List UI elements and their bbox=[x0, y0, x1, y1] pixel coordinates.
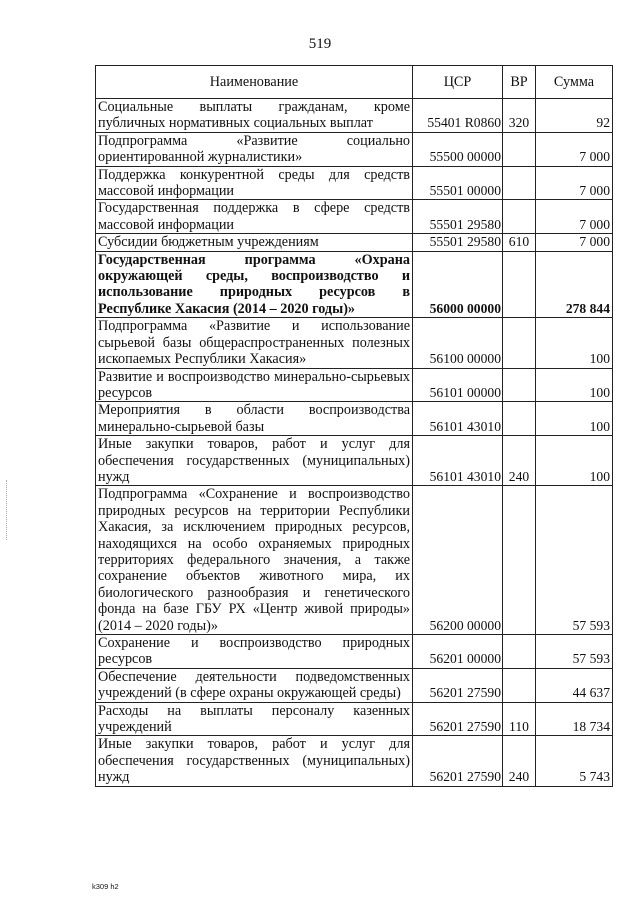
cell-name: Государственная программа «Охрана окружающей среды, воспроизводство и использование природных ресурсов в Республике Хакасия (2014 – 2020 годы)» bbox=[96, 251, 413, 318]
cell-name: Субсидии бюджетным учреждениям bbox=[96, 234, 413, 251]
cell-csr: 56200 00000 bbox=[413, 486, 503, 635]
header-name: Наименование bbox=[96, 66, 413, 99]
cell-csr: 56201 27590 bbox=[413, 668, 503, 702]
cell-csr: 56100 00000 bbox=[413, 318, 503, 368]
cell-csr: 55500 00000 bbox=[413, 132, 503, 166]
cell-name: Иные закупки товаров, работ и услуг для обеспечения государственных (муниципальных) нужд bbox=[96, 736, 413, 786]
cell-vr: 240 bbox=[503, 736, 536, 786]
cell-csr: 56201 00000 bbox=[413, 635, 503, 669]
cell-sum: 57 593 bbox=[536, 635, 613, 669]
header-sum: Сумма bbox=[536, 66, 613, 99]
cell-vr bbox=[503, 251, 536, 318]
table-row bbox=[96, 368, 613, 402]
cell-vr bbox=[503, 132, 536, 166]
table-row bbox=[96, 200, 613, 234]
table-row bbox=[96, 234, 613, 251]
cell-vr bbox=[503, 166, 536, 200]
cell-csr: 55501 00000 bbox=[413, 166, 503, 200]
cell-csr: 56201 27590 bbox=[413, 736, 503, 786]
footer-code: k309 h2 bbox=[92, 882, 119, 891]
cell-vr: 110 bbox=[503, 702, 536, 736]
cell-csr: 55401 R0860 bbox=[413, 99, 503, 133]
cell-sum: 100 bbox=[536, 368, 613, 402]
cell-sum: 100 bbox=[536, 318, 613, 368]
cell-name: Мероприятия в области воспроизводства минерально-сырьевой базы bbox=[96, 402, 413, 436]
cell-vr bbox=[503, 368, 536, 402]
cell-sum: 44 637 bbox=[536, 668, 613, 702]
cell-sum: 18 734 bbox=[536, 702, 613, 736]
table-row bbox=[96, 251, 613, 318]
cell-vr: 320 bbox=[503, 99, 536, 133]
table-row bbox=[96, 702, 613, 736]
page-number: 519 bbox=[308, 36, 332, 52]
table-row bbox=[96, 668, 613, 702]
cell-vr bbox=[503, 402, 536, 436]
cell-sum: 100 bbox=[536, 436, 613, 486]
cell-name: Расходы на выплаты персоналу казенных учреждений bbox=[96, 702, 413, 736]
table-row bbox=[96, 736, 613, 786]
cell-csr: 55501 29580 bbox=[413, 200, 503, 234]
cell-sum: 278 844 bbox=[536, 251, 613, 318]
cell-name: Государственная поддержка в сфере средств массовой информации bbox=[96, 200, 413, 234]
cell-csr: 56000 00000 bbox=[413, 251, 503, 318]
cell-vr bbox=[503, 486, 536, 635]
cell-name: Развитие и воспроизводство минерально-сырьевых ресурсов bbox=[96, 368, 413, 402]
table-row bbox=[96, 436, 613, 486]
table-row bbox=[96, 402, 613, 436]
budget-table bbox=[95, 65, 613, 787]
cell-sum: 7 000 bbox=[536, 234, 613, 251]
cell-sum: 100 bbox=[536, 402, 613, 436]
cell-sum: 7 000 bbox=[536, 132, 613, 166]
cell-name: Сохранение и воспроизводство природных ресурсов bbox=[96, 635, 413, 669]
cell-sum: 5 743 bbox=[536, 736, 613, 786]
table-row bbox=[96, 635, 613, 669]
cell-name: Поддержка конкурентной среды для средств массовой информации bbox=[96, 166, 413, 200]
cell-vr bbox=[503, 200, 536, 234]
cell-sum: 92 bbox=[536, 99, 613, 133]
cell-sum: 7 000 bbox=[536, 200, 613, 234]
cell-vr: 240 bbox=[503, 436, 536, 486]
header-vr: ВР bbox=[503, 66, 536, 99]
cell-name: Обеспечение деятельности подведомственных учреждений (в сфере охраны окружающей среды) bbox=[96, 668, 413, 702]
cell-csr: 56101 43010 bbox=[413, 402, 503, 436]
header-csr: ЦСР bbox=[413, 66, 503, 99]
table-row bbox=[96, 318, 613, 368]
cell-csr: 55501 29580 bbox=[413, 234, 503, 251]
table-row bbox=[96, 132, 613, 166]
table-row bbox=[96, 99, 613, 133]
cell-csr: 56101 43010 bbox=[413, 436, 503, 486]
cell-vr bbox=[503, 635, 536, 669]
table-header-row bbox=[96, 66, 613, 99]
cell-name: Подпрограмма «Сохранение и воспроизводство природных ресурсов на территории Республики Хакасия, за исключением природных ресурсов, находящихся на особо охраняемых природных территориях федерального значения, а также сохранение объектов животного мира, их биологического разнообразия и генетического фонда на базе ГБУ РХ «Центр живой природы» (2014 – 2020 годы)» bbox=[96, 486, 413, 635]
cell-vr bbox=[503, 668, 536, 702]
cell-vr bbox=[503, 318, 536, 368]
cell-name: Иные закупки товаров, работ и услуг для обеспечения государственных (муниципальных) нужд bbox=[96, 436, 413, 486]
cell-csr: 56201 27590 bbox=[413, 702, 503, 736]
cell-name: Социальные выплаты гражданам, кроме публичных нормативных социальных выплат bbox=[96, 99, 413, 133]
cell-name: Подпрограмма «Развитие и использование сырьевой базы общераспространенных полезных ископаемых Республики Хакасия» bbox=[96, 318, 413, 368]
table-row bbox=[96, 166, 613, 200]
cell-name: Подпрограмма «Развитие социально ориентированной журналистики» bbox=[96, 132, 413, 166]
margin-dots bbox=[6, 480, 8, 540]
cell-csr: 56101 00000 bbox=[413, 368, 503, 402]
cell-vr: 610 bbox=[503, 234, 536, 251]
cell-sum: 57 593 bbox=[536, 486, 613, 635]
cell-sum: 7 000 bbox=[536, 166, 613, 200]
table-row bbox=[96, 486, 613, 635]
